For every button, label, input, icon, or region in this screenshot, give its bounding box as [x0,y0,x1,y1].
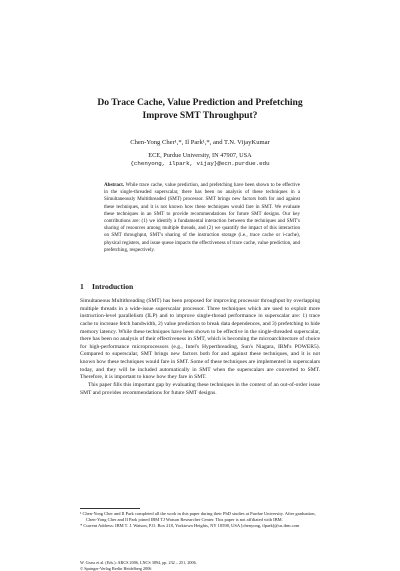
body-paragraph-1: Simultaneous Multithreading (SMT) has been proposed for improving processor throughput by overlapping multiple threads in a wide-issue superscalar processor. Three techniques which are used to exploit more instruction-level parallelism (ILP) and to improve single-thread performance in superscalar are: 1) trace cache to increase fetch bandwidth, 2) value prediction to break data dependences, and 3) prefetching to hide memory latency. While these techniques have been shown to be effective in the single-threaded superscalar, there has been no analysis of their effectiveness in SMT, which is becoming the microarchitecture of choice for high-performance microprocessors (e.g., Intel's Hyperthreading, Sun's Niagara, IBM's POWER5). Compared to superscalar, SMT brings new factors both for and against these techniques, and it is not known how these techniques would fare in SMT. Some of these techniques are implemented in superscalars today, and they will be included automatically in SMT when the superscalars are converted to SMT. Therefore, it is important to know how they fare in SMT. [80,298,320,381]
affiliation: ECE, Purdue University, IN 47907, USA [148,152,252,159]
abstract-text: While trace cache, value prediction, and prefetching have been shown to be effective in the single-threaded superscalar, there has been no analysis of these techniques in a Simultaneously Multithreaded (SMT) processor. SMT brings new factors both for and against these techniques, and it is not known how these techniques would fare in SMT. We evaluate these techniques in an SMT to provide recommendations for future SMT designs. Our key contributions are: (1) we identify a fundamental interaction between the techniques and SMT's sharing of resources among multiple threads, and (2) we quantify the impact of this interaction on SMT throughput, SMT's sharing of the instruction storage (i.e., trace cache or i-cache), physical registers, and issue queue impacts the effectiveness of trace cache, value prediction, and prefetching, respectively. [104,182,301,253]
copyright-line: © Springer-Verlag Berlin Heidelberg 2006 [80,565,152,571]
section-number: 1 [80,282,84,291]
section-heading-introduction [80,282,133,292]
title-line-1: Do Trace Cache, Value Prediction and Prefetching [97,97,303,108]
section-title: Introduction [92,282,134,291]
abstract-label: Abstract. [104,182,125,188]
introduction-body [80,298,320,397]
abstract [104,182,300,254]
footnotes [80,511,320,529]
author-list: Chen-Yong Cher¹,*, Il Park¹,*, and T.N. VijayKumar [130,139,270,146]
title-line-2: Improve SMT Throughput? [142,110,258,121]
footnote-rule [80,508,140,509]
body-paragraph-2: This paper fills this important gap by evaluating these techniques in the context of an out-of-order issue SMT and provides recommendations for future SMT designs. [80,381,320,396]
paper-title [60,96,340,122]
footnote-2: * Current Address: IBM T. J. Watson, P.O. Box 218, Yorktown Heights, NY 10598, USA [chenyong, ilpark]@us.ibm.com [80,523,300,529]
author-emails: {chenyong, ilpark, vijay}@ecn.purdue.edu [130,160,270,167]
footnote-1: ¹ Chen-Yong Cher and Il Park completed all the work in this paper during their PhD studies at Purdue University. After graduation, Chen-Yong Cher and Il Park joined IBM TJ Watson Researcher Center. This paper is not affiliated with IBM. [80,511,316,523]
citation-line: W. Grass et al. (Eds.): ARCS 2006, LNCS 3894, pp. 232 – 251, 2006. [80,560,197,565]
